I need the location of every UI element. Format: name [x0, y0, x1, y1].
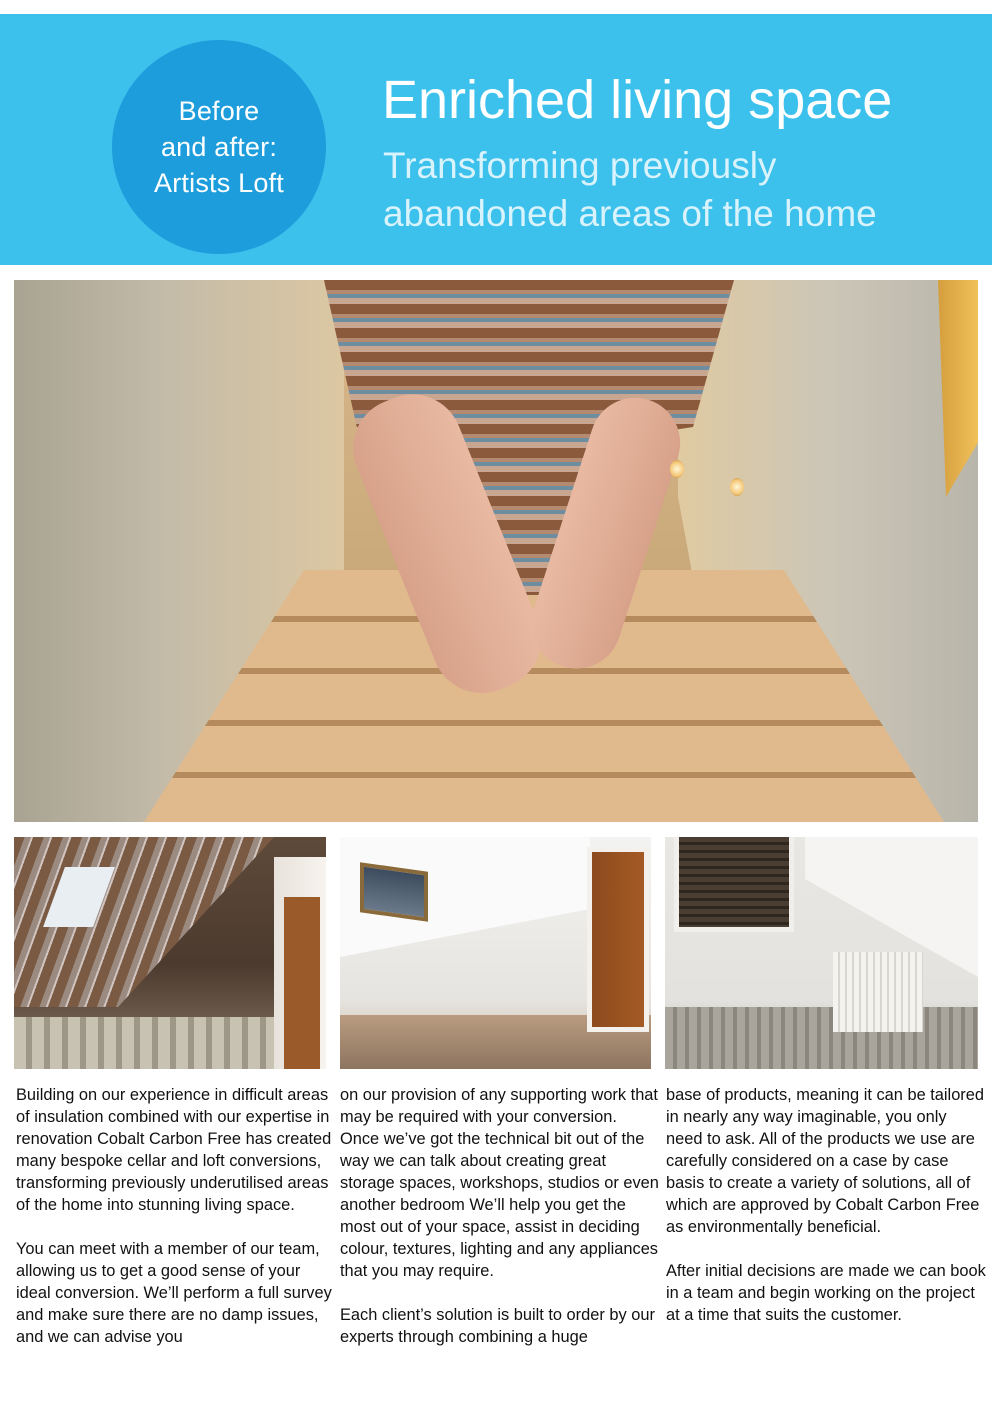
loft-door — [284, 897, 320, 1069]
header-banner — [0, 14, 992, 265]
after-photo-room-radiator — [665, 837, 978, 1069]
hero-wall-light — [670, 460, 684, 478]
body-paragraph: You can meet with a member of our team, allowing us to get a good sense of your ideal conversion. We’ll perform a full survey and make sure there are no damp issues, and we can advise you — [16, 1240, 332, 1346]
hero-photo-loft-stairs — [14, 280, 978, 822]
body-paragraph: base of products, meaning it can be tailored in nearly any way imaginable, you only need to ask. All of the products we use are carefully considered on a case by case basis to create a variety of solutions, all of which are approved by Cobalt Carbon Free as environmentally beneficial. — [666, 1086, 984, 1236]
before-photo-loft — [14, 837, 326, 1069]
body-paragraph: Each client’s solution is built to order by our experts through combining a huge — [340, 1306, 655, 1346]
body-paragraph: Building on our experience in difficult areas of insulation combined with our expertise in renovation Cobalt Carbon Free has created many bespoke cellar and loft conversions, transforming previously underutilised areas of the home into stunning living space. — [16, 1086, 332, 1214]
body-paragraph: on our provision of any supporting work that may be required with your conversion. Once we’ve got the technical bit out of the way we can talk about creating great storage spaces, workshops, studios or even another bedroom We’ll help you get the most out of your space, assist in deciding colour, textures, lighting and any appliances that you may require. — [340, 1086, 659, 1280]
page-title: Enriched living space — [382, 70, 893, 130]
page-subtitle: Transforming previously abandoned areas of the home — [383, 145, 877, 234]
room-radiator — [833, 952, 923, 1032]
body-column-2 — [340, 1084, 660, 1370]
loft-floor-debris — [14, 1017, 274, 1069]
room-wooden-door — [592, 852, 644, 1027]
hero-wall-light — [730, 478, 744, 496]
room-skylight — [360, 862, 428, 922]
before-after-badge — [112, 40, 326, 254]
badge-text: Before and after: Artists Loft — [154, 96, 284, 198]
body-column-3 — [666, 1084, 986, 1348]
body-paragraph: After initial decisions are made we can book in a team and begin working on the project at a time that suits the customer. — [666, 1262, 986, 1324]
after-photo-room-door — [340, 837, 651, 1069]
room-window-blind — [679, 837, 789, 927]
body-column-1 — [16, 1084, 336, 1370]
room-floor — [665, 1007, 978, 1069]
